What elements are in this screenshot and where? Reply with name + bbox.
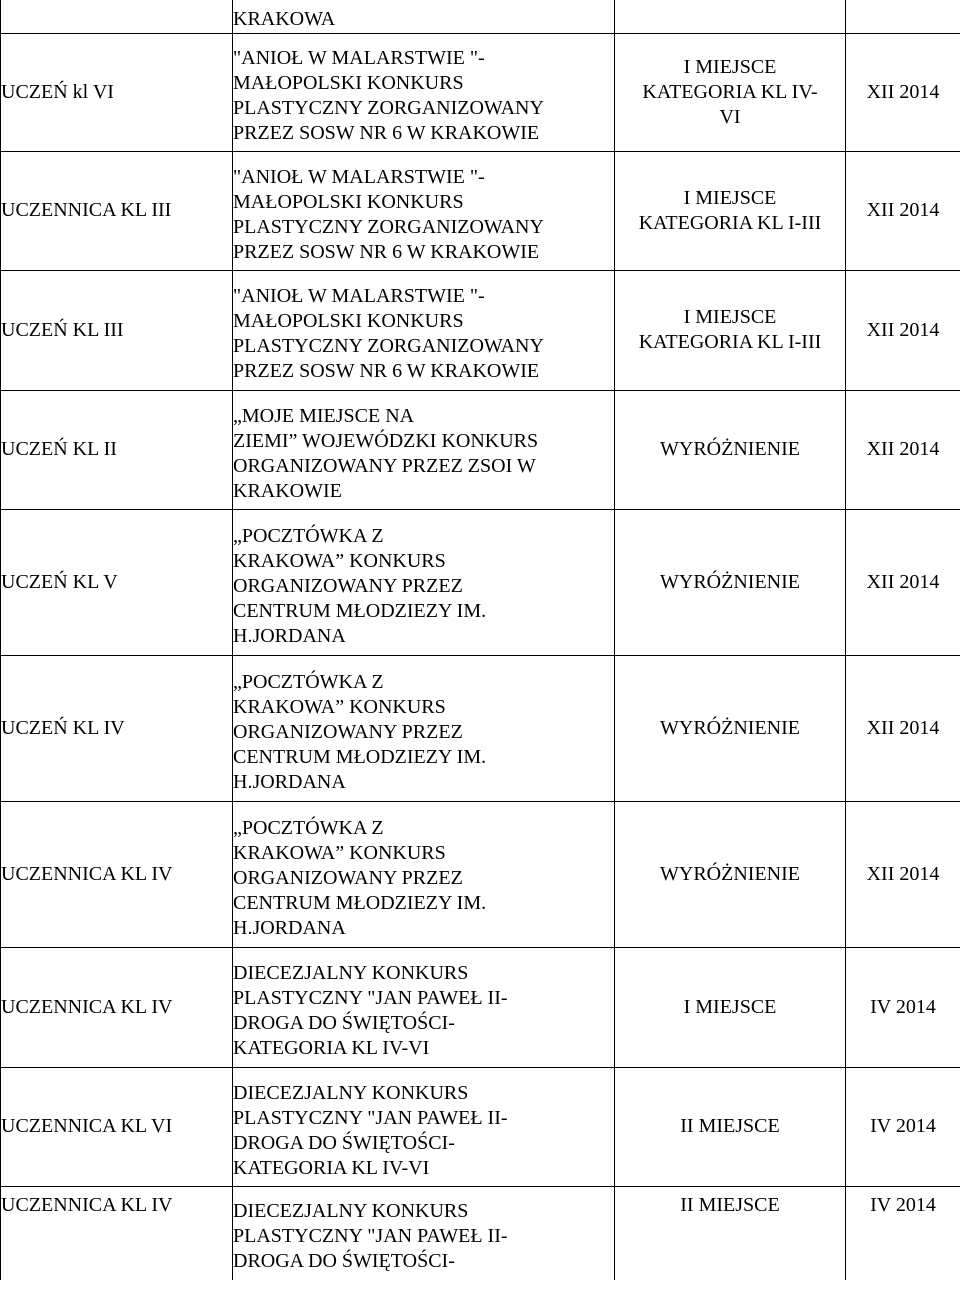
- student-cell: UCZEŃ KL II: [1, 390, 233, 509]
- contest-name: DIECEZJALNY KONKURS PLASTYCZNY "JAN PAWEŁ II- DROGA DO ŚWIĘTOŚCI- KATEGORIA KL IV-VI: [233, 962, 508, 1059]
- contest-cell: [233, 655, 615, 801]
- place-cell: [615, 509, 846, 655]
- date-cell: XII 2014: [846, 33, 960, 151]
- contest-name: „POCZTÓWKA Z KRAKOWA” KONKURS ORGANIZOWANY PRZEZ CENTRUM MŁODZIEZY IM. H.JORDANA: [233, 816, 487, 939]
- date-cell: XII 2014: [846, 270, 960, 390]
- date-cell: [846, 0, 960, 33]
- date-cell: IV 2014: [846, 1186, 960, 1280]
- student-cell: UCZENNICA KL VI: [1, 1067, 233, 1186]
- student-cell: UCZEŃ KL V: [1, 509, 233, 655]
- contest-name: "ANIOŁ W MALARSTWIE "- MAŁOPOLSKI KONKURS PLASTYCZNY ZORGANIZOWANY PRZEZ SOSW NR 6 W KRAKOWIE: [233, 47, 544, 144]
- contest-cell: [233, 33, 615, 151]
- place-cell: [615, 0, 846, 33]
- award-place: II MIEJSCE: [680, 1193, 780, 1216]
- award-place: WYRÓŻNIENIE: [660, 862, 800, 885]
- contest-name: „POCZTÓWKA Z KRAKOWA” KONKURS ORGANIZOWANY PRZEZ CENTRUM MŁODZIEZY IM. H.JORDANA: [233, 670, 487, 793]
- place-cell: [615, 947, 846, 1067]
- contest-cell: [233, 1186, 615, 1280]
- place-cell: [615, 655, 846, 801]
- award-place: I MIEJSCE KATEGORIA KL I-III: [638, 306, 822, 353]
- award-place: WYRÓŻNIENIE: [660, 438, 800, 460]
- award-place: II MIEJSCE: [680, 1115, 780, 1137]
- place-cell: [615, 1186, 846, 1280]
- contest-cell: [233, 390, 615, 509]
- student-cell: UCZENNICA KL IV: [1, 947, 233, 1067]
- award-place: WYRÓŻNIENIE: [660, 716, 800, 739]
- date-cell: XII 2014: [846, 390, 960, 509]
- table-row: [1, 655, 960, 801]
- contest-cell: [233, 509, 615, 655]
- student-cell: UCZEŃ KL IV: [1, 655, 233, 801]
- contest-name: DIECEZJALNY KONKURS PLASTYCZNY "JAN PAWEŁ II- DROGA DO ŚWIĘTOŚCI- KATEGORIA KL IV-VI: [233, 1081, 508, 1179]
- contest-name: DIECEZJALNY KONKURS PLASTYCZNY "JAN PAWEŁ II- DROGA DO ŚWIĘTOŚCI-: [233, 1199, 508, 1272]
- contest-cell: [233, 151, 615, 270]
- student-cell: UCZENNICA KL III: [1, 151, 233, 270]
- table-row: [1, 947, 960, 1067]
- student-cell: UCZEŃ kl VI: [1, 33, 233, 151]
- contest-cell: [233, 0, 615, 33]
- date-cell: XII 2014: [846, 151, 960, 270]
- table-row: [1, 509, 960, 655]
- table-row: [1, 390, 960, 509]
- place-cell: [615, 1067, 846, 1186]
- contest-name: „POCZTÓWKA Z KRAKOWA” KONKURS ORGANIZOWANY PRZEZ CENTRUM MŁODZIEZY IM. H.JORDANA: [233, 524, 487, 647]
- student-cell: UCZENNICA KL IV: [1, 801, 233, 947]
- contest-name: „MOJE MIEJSCE NA ZIEMI” WOJEWÓDZKI KONKURS ORGANIZOWANY PRZEZ ZSOI W KRAKOWIE: [233, 404, 539, 502]
- contest-cell: [233, 270, 615, 390]
- place-cell: [615, 390, 846, 509]
- table-row: [1, 1186, 960, 1280]
- date-cell: XII 2014: [846, 509, 960, 655]
- place-cell: [615, 270, 846, 390]
- place-cell: [615, 801, 846, 947]
- student-cell: [1, 0, 233, 33]
- place-cell: [615, 33, 846, 151]
- contest-name: "ANIOŁ W MALARSTWIE "- MAŁOPOLSKI KONKURS PLASTYCZNY ZORGANIZOWANY PRZEZ SOSW NR 6 W KRAKOWIE: [233, 165, 544, 263]
- contest-name: "ANIOŁ W MALARSTWIE "- MAŁOPOLSKI KONKURS PLASTYCZNY ZORGANIZOWANY PRZEZ SOSW NR 6 W KRAKOWIE: [233, 285, 544, 382]
- date-cell: IV 2014: [846, 1067, 960, 1186]
- contest-cell: [233, 801, 615, 947]
- student-cell: UCZEŃ KL III: [1, 270, 233, 390]
- table-row: [1, 151, 960, 270]
- award-place: WYRÓŻNIENIE: [660, 570, 800, 593]
- date-cell: XII 2014: [846, 801, 960, 947]
- award-place: I MIEJSCE KATEGORIA KL I-III: [638, 186, 822, 234]
- table-row: [1, 0, 960, 33]
- contest-cell: [233, 947, 615, 1067]
- table-row: [1, 270, 960, 390]
- table-row: [1, 1067, 960, 1186]
- table-row: [1, 801, 960, 947]
- contest-name: KRAKOWA: [233, 7, 336, 30]
- contest-cell: [233, 1067, 615, 1186]
- date-cell: XII 2014: [846, 655, 960, 801]
- award-place: I MIEJSCE KATEGORIA KL IV- VI: [642, 55, 818, 128]
- place-cell: [615, 151, 846, 270]
- date-cell: IV 2014: [846, 947, 960, 1067]
- award-place: I MIEJSCE: [683, 995, 777, 1018]
- table-row: [1, 33, 960, 151]
- student-cell: UCZENNICA KL IV: [1, 1186, 233, 1280]
